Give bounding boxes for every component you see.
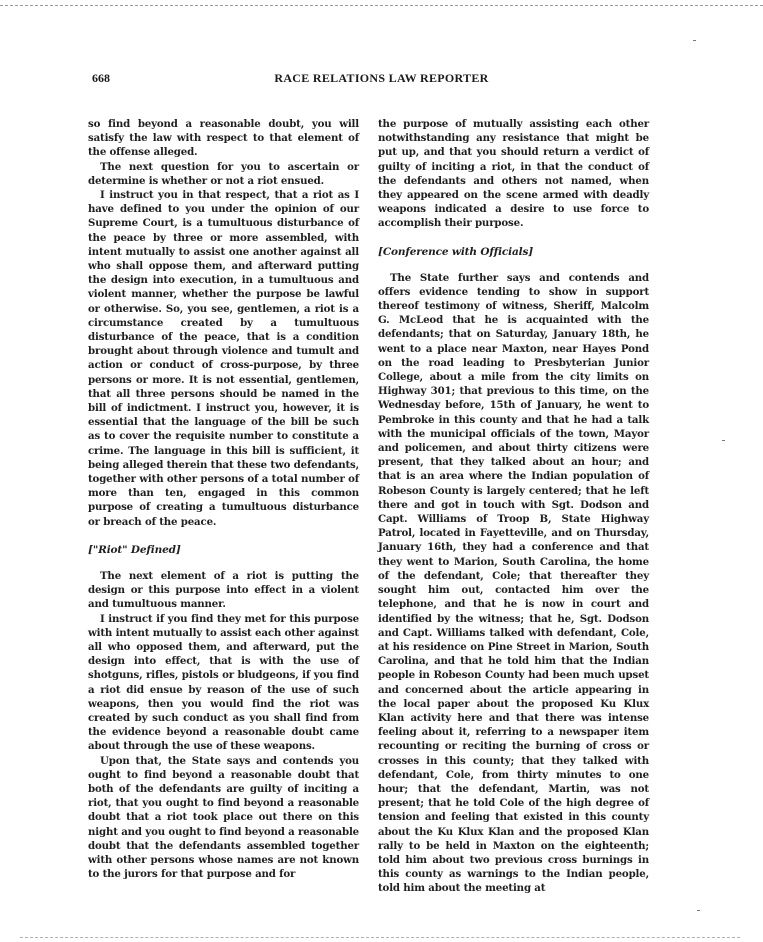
right-paragraph-2: The State further says and contends and offers evidence tending to show in support thereof testimony of witness, Sheriff, Malcolm G. McLeod that he is acquainted with the defendants; that on Saturday, January 18th, he went to a place near Maxton, near Hayes Pond on the road leading to Presbyterian Junior College, about a mile from the city limits on Highway 301; that previous to this time, on the Wednesday before, 15th of January, he went to Pembroke in this county and that he had a talk with the municipal officials of the town, Mayor and policemen, and about thirty citizens were present, that they talked about an hour; and that is an area where the Indian population of Robeson County is largely centered; that he left there and got in touch with Sgt. Dodson and Capt. Williams of Troop B, State Highway Patrol, located in Fayetteville, and on Thursday, January 16th, they had a conference and that they went to Marion, South Carolina, the home of the defendant, Cole; that thereafter they sought him out, contacted him over the telephone, and that he is now in court and identified by the witness; that he, Sgt. Dodson and Capt. Williams talked with defendant, Cole, at his residence on Pine Street in Marion, South Carolina, and that he told him that the Indian people in Robeson County had been much upset and concerned about the article appearing in the local paper about the proposed Ku Klux Klan activity here and that there was intense feeling about it, referring to a newspaper item recounting or reciting the burning of cross or crosses in this county; that they talked with defendant, Cole, from thirty minutes to one hour; that the defendant, Martin, was not present; that he told Cole of the high degree of tension and feeling that existed in this county about the Ku Klux Klan and the proposed Klan rally to be held in Maxton on the eighteenth; told him about two previous cross burnings in this county as warnings to the Indian people, told him about the meeting at: [378, 271, 649, 895]
scan-speck: [697, 910, 700, 911]
left-paragraph-1: so find beyond a reasonable doubt, you will satisfy the law with respect to that element of the offense alleged.: [88, 118, 359, 159]
page-header: [0, 71, 763, 89]
running-title: RACE RELATIONS LAW REPORTER: [274, 71, 489, 85]
scan-speck: [722, 440, 725, 441]
top-scan-edge: [0, 5, 763, 6]
left-paragraph-6: Upon that, the State says and contends you ought to find beyond a reasonable doubt that both of the defendants are guilty of inciting a riot, that you ought to find beyond a reasonable doubt that a riot took place out there on this night and you ought to find beyond a reasonable doubt that the defendants assembled together with other persons whose names are not known to the jurors for that purpose and for: [88, 754, 359, 881]
right-column: [378, 117, 649, 896]
left-paragraph-3: I instruct you in that respect, that a riot as I have defined to you under the opinion of our Supreme Court, is a tumultuous disturbance of the peace by three or more assembled, with intent mutually to assist one another against all who shall oppose them, and afterward putting the design into execution, in a tumultuous and violent manner, whether the purpose be lawful or otherwise. So, you see, gentlemen, a riot is a circumstance created by a tumultuous disturbance of the peace, that is a condition brought about through violence and tumult and action or conduct of cross-purpose, by three persons or more. It is not essential, gentlemen, that all three persons should be named in the bill of indictment. I instruct you, however, it is essential that the language of the bill be such as to cover the requisite number to constitute a crime. The language in this bill is sufficient, it being alleged therein that these two defendants, together with other persons of a total number of more than ten, engaged in this common purpose of creating a tumultuous disturbance or breach of the peace.: [88, 189, 359, 528]
section-heading-riot-defined: ["Riot" Defined]: [88, 543, 181, 556]
left-column: [88, 117, 359, 881]
section-heading-conference: [Conference with Officials]: [378, 245, 534, 258]
page-number: 668: [92, 71, 110, 85]
left-paragraph-2: The next question for you to ascertain or determine is whether or not a riot ensued.: [88, 160, 359, 187]
left-paragraph-5: I instruct if you find they met for this purpose with intent mutually to assist each other against all who opposed them, and afterward, put the design into effect, that is with the use of shotguns, rifles, pistols or bludgeons, if you find a riot did ensue by reason of the use of such weapons, then you would find the riot was created by such conduct as you shall find from the evidence beyond a reasonable doubt came about through the use of these weapons.: [88, 612, 359, 753]
scan-speck: [693, 40, 696, 41]
right-paragraph-1: the purpose of mutually assisting each other notwithstanding any resistance that might be put up, and that you should return a verdict of guilty of inciting a riot, in that the conduct of the defendants and others not named, when they appeared on the scene armed with deadly weapons indicated a desire to use force to accomplish their purpose.: [378, 118, 649, 230]
left-paragraph-4: The next element of a riot is putting the design or this purpose into effect in a violent and tumultuous manner.: [88, 569, 359, 611]
bottom-scan-edge: [20, 937, 740, 938]
